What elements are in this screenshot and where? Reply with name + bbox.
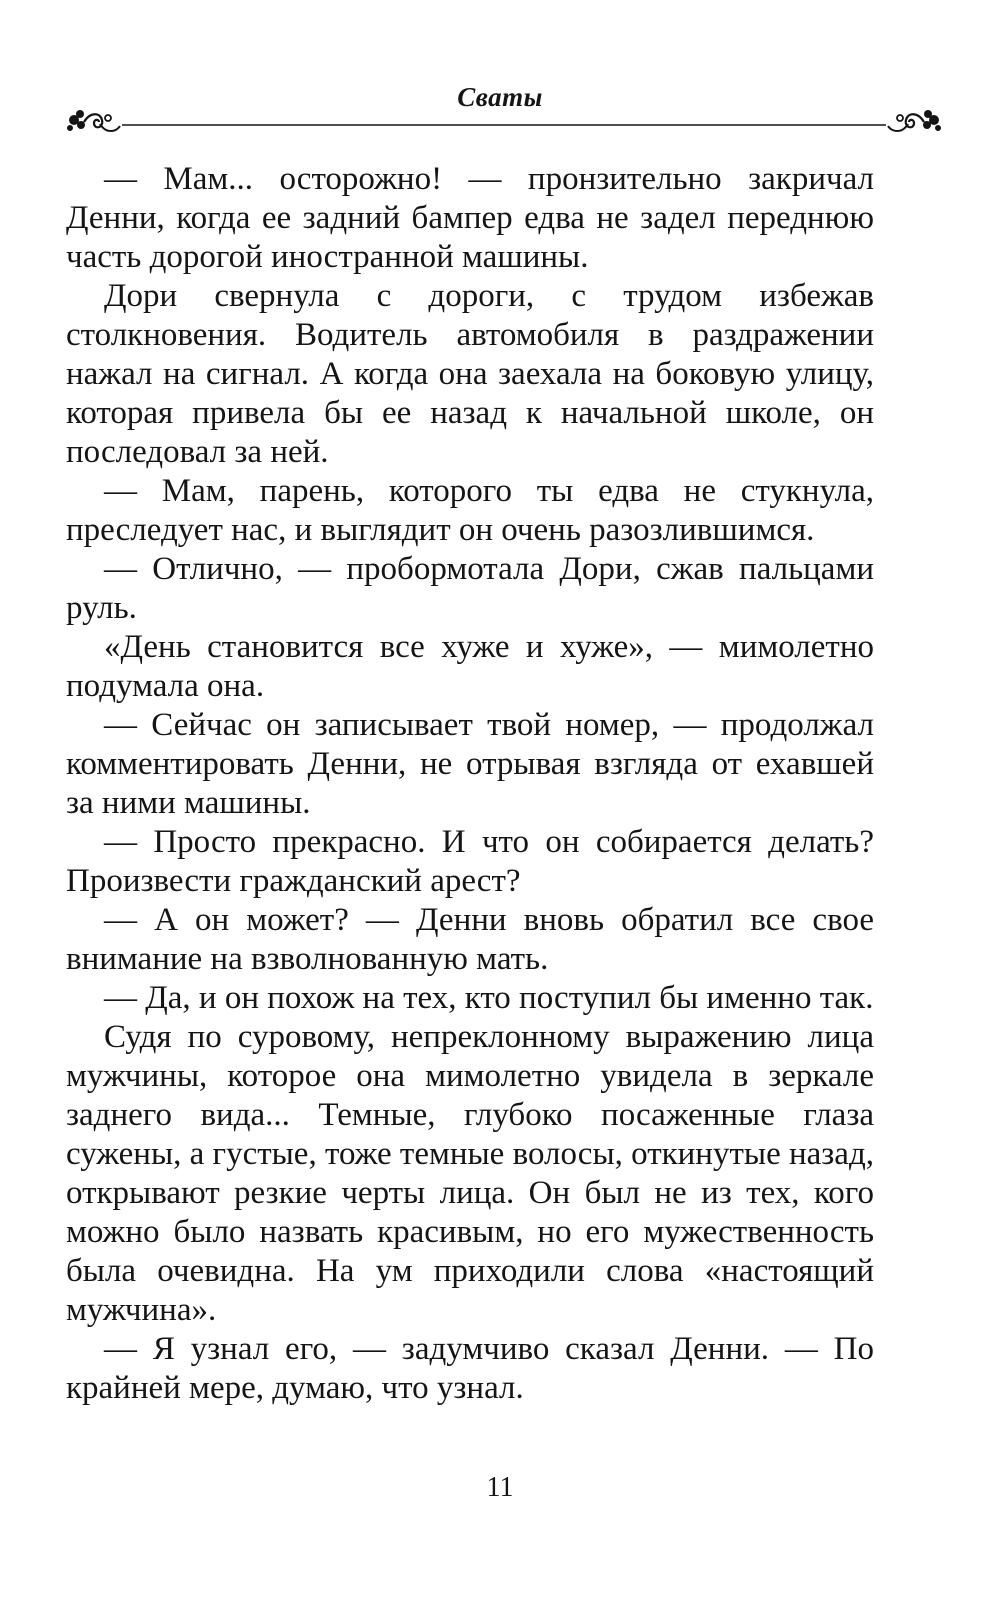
- paragraph: — А он может? — Денни вновь обратил все свое внимание на взволнованную мать.: [66, 902, 874, 977]
- right-flourish-icon: [888, 110, 941, 131]
- paragraph: — Я узнал его, — задумчиво сказал Денни. — По крайней мере, думаю, что узнал.: [66, 1331, 874, 1406]
- paragraph: — Сейчас он записывает твой номер, — продолжал комментировать Денни, не отрывая взгляда от ехавшей за ними машины.: [66, 707, 874, 821]
- paragraph: — Мам, парень, которого ты едва не стукнула, преследует нас, и выглядит он очень разозлившимся.: [66, 473, 874, 548]
- paragraph: Дори свернула с дороги, с трудом избежав столкновения. Водитель автомобиля в раздражении нажал на сигнал. А когда она заехала на боковую улицу, которая привела бы ее назад к начальной школе, он последовал за ней.: [66, 278, 874, 470]
- header-ornament-rule: [66, 108, 942, 140]
- running-title: Сваты: [457, 82, 543, 112]
- page-number: 11: [486, 1472, 514, 1503]
- body-text: [66, 160, 874, 1408]
- paragraph: «День становится все хуже и хуже», — мимолетно подумала она.: [66, 629, 874, 704]
- paragraph: — Да, и он похож на тех, кто поступил бы именно так.: [104, 980, 874, 1016]
- paragraph: — Просто прекрасно. И что он собирается делать? Произвести гражданский арест?: [66, 824, 874, 899]
- paragraph: — Мам... осторожно! — пронзительно закричал Денни, когда ее задний бампер едва не задел переднюю часть дорогой иностранной машины.: [66, 161, 874, 275]
- paragraph: — Отлично, — пробормотала Дори, сжав пальцами руль.: [66, 551, 874, 626]
- paragraph: Судя по суровому, непреклонному выражению лица мужчины, которое она мимолетно увидела в зеркале заднего вида... Темные, глубоко посаженные глаза сужены, а густые, тоже темные волосы, откинутые назад, открывают резкие черты лица. Он был не из тех, кого можно было назвать красивым, но его мужественность была очевидна. На ум приходили слова «настоящий мужчина».: [66, 1019, 874, 1328]
- left-flourish-icon: [67, 110, 120, 131]
